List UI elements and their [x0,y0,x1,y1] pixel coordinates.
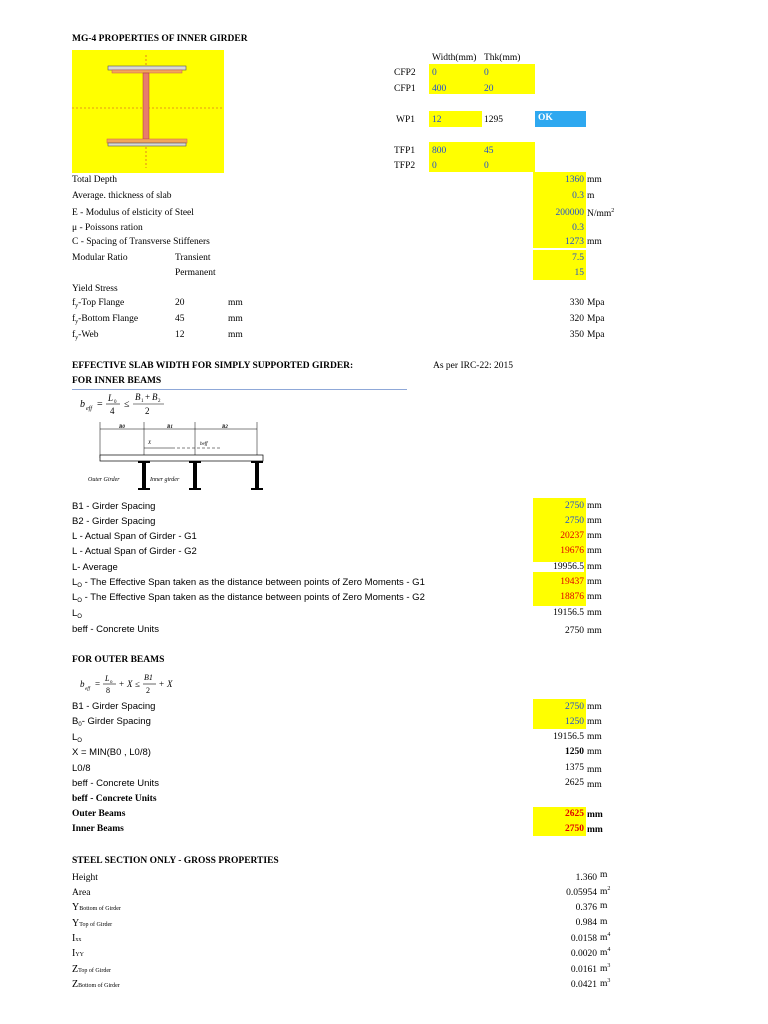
gross-heading: STEEL SECTION ONLY - GROSS PROPERTIES [72,856,279,866]
yield-label: $f_y$-Web [72,330,99,341]
svg-text:+: + [159,679,165,689]
prop-unit: $N/mm^2$ [587,208,615,219]
svg-text:B0: B0 [119,425,125,430]
gross-label: IYY [72,948,85,959]
yield-heading: Yield Stress [72,284,118,294]
code-reference: As per IRC-22: 2015 [433,361,513,371]
yield-thk-unit: mm [228,298,243,308]
inner-row-value[interactable]: 2750 [565,516,584,526]
inner-row-unit: mm [587,516,602,526]
plate-width-value[interactable]: 400 [432,84,447,94]
plate-thk-value[interactable]: 45 [484,146,494,156]
outer-row-label: L0/8 [72,763,91,774]
plate-label: CFP1 [394,84,416,94]
inner-girder-label: Inner girder [150,477,180,483]
outer-beams-value: 2625 [565,809,584,819]
outer-beams-label: Outer Beams [72,809,126,819]
plate-width-value[interactable]: 0 [432,68,437,78]
outer-row-label: $L_O$ [72,732,82,744]
outer-row-label: B1 - Girder Spacing [72,701,156,712]
prop-unit: mm [587,237,602,247]
gross-label: YBottom of Girder [72,902,121,913]
inner-beams-value: 2750 [565,824,584,834]
plate-width-header: Width(mm) [432,53,477,63]
yield-unit: Mpa [587,330,605,340]
outer-row-unit: mm [587,717,602,727]
svg-text:X: X [127,679,133,689]
yield-label: $f_y$-Bottom Flange [72,314,139,325]
plate-label: CFP2 [394,68,416,78]
inner-row-label: L- Average [72,562,118,573]
outer-row-label: beff - Concrete Units [72,778,159,789]
inner-beams-unit: mm [587,825,603,835]
outer-row-label: $B_0-$ Girder Spacing [72,716,151,728]
inner-beams-heading: FOR INNER BEAMS [72,376,162,386]
i-beam-icon [72,50,224,173]
inner-row-unit: mm [587,626,602,636]
plate-thk-value[interactable]: 20 [484,84,494,94]
inner-row-value[interactable]: 20237 [560,531,584,541]
svg-text:1: 1 [141,399,144,404]
inner-row-label: L - Actual Span of Girder - G1 [72,531,197,542]
inner-row-value[interactable]: 18876 [560,592,584,602]
outer-row-unit: mm [587,702,602,712]
prop-value[interactable]: 1360 [565,175,584,185]
gross-value: 0.0020 [570,949,597,959]
svg-text:2: 2 [146,686,150,695]
inner-row-label: L - Actual Span of Girder - G2 [72,546,197,557]
gross-value: 0.0161 [570,965,597,975]
section-heading: EFFECTIVE SLAB WIDTH FOR SIMPLY SUPPORTED GIRDER: [72,361,354,371]
gross-label: YTop of Girder [72,918,113,929]
svg-text:beff: beff [200,442,208,447]
plate-label: WP1 [396,115,415,125]
svg-text:2: 2 [145,406,150,416]
yield-label: $f_y$-Top Flange [72,298,125,309]
svg-text:b: b [80,399,85,410]
yield-value: 330 [569,298,584,308]
svg-text:eff: eff [85,687,90,692]
plate-width-value[interactable]: 0 [432,161,437,171]
svg-text:o: o [110,680,113,685]
yield-value: 350 [569,330,584,340]
gross-label: ZTop of Girder [72,964,112,975]
outer-row-label: X = MIN(B0 , L0/8) [72,747,151,758]
outer-row-unit: mm [587,765,602,775]
gross-unit: $m^4$ [600,947,611,958]
prop-value[interactable]: 200000 [555,208,584,218]
svg-text:X: X [148,441,152,446]
gross-value: 0.0158 [570,934,597,944]
inner-row-unit: mm [587,577,602,587]
outer-beams-unit: mm [587,810,603,820]
inner-row-unit: mm [587,608,602,618]
inner-row-unit: mm [587,531,602,541]
plate-thk-value[interactable]: 0 [484,68,489,78]
prop-label: μ - Poissons ration [72,223,143,233]
svg-text:B: B [152,392,158,402]
outer-row-value: 1250 [565,747,584,757]
outer-row-value[interactable]: 1250 [565,717,584,727]
gross-unit: m [600,870,608,880]
gross-unit: $m^3$ [600,978,611,989]
outer-row-unit: mm [587,780,602,790]
modular-ratio-label: Modular Ratio [72,253,128,263]
plate-thk-value: 1295 [484,115,503,125]
gross-label: ZBottom of Girder [72,979,120,990]
svg-text:B1: B1 [144,673,153,682]
prop-label: E - Modulus of elsticity of Steel [72,208,194,218]
gross-unit: $m^3$ [600,963,611,974]
inner-row-value: 19156.5 [553,608,584,618]
plate-label: TFP1 [394,146,416,156]
outer-row-unit: mm [587,732,602,742]
outer-beff-formula [80,670,190,696]
gross-value: 0.376 [575,903,597,913]
prop-label: C - Spacing of Transverse Stiffeners [72,237,210,247]
svg-text:≤: ≤ [135,679,140,689]
inner-row-label: beff - Concrete Units [72,624,159,635]
gross-label: Ixx [72,933,82,944]
gross-unit: m [600,901,608,911]
outer-row-unit: mm [587,747,602,757]
inner-row-label: B1 - Girder Spacing [72,501,156,512]
girder-section-figure [72,50,224,173]
svg-text:=: = [97,399,103,410]
inner-row-label: $L_O$ - The Effective Span taken as the distance between points of Zero Moments - G1 [72,577,425,589]
svg-text:8: 8 [106,686,110,695]
transient-value[interactable]: 7.5 [572,253,584,263]
outer-row-value[interactable]: 2750 [565,702,584,712]
beff-summary-heading: beff - Concrete Units [72,794,157,804]
yield-thk-unit: mm [228,314,243,324]
yield-thk-unit: mm [228,330,243,340]
svg-text:B: B [135,392,141,402]
inner-row-value[interactable]: 19437 [560,577,584,587]
plate-width-value[interactable]: 12 [432,115,442,125]
inner-row-value: 19956.5 [531,562,584,572]
inner-row-label: $L_O$ - The Effective Span taken as the distance between points of Zero Moments - G2 [72,592,425,604]
svg-text:2: 2 [158,399,161,404]
gross-unit: $m^2$ [600,886,611,897]
prop-label: Total Depth [72,175,117,185]
inner-row-label: $L_O$ [72,608,82,620]
gross-label: Area [72,888,91,898]
prop-label: Average. thickness of slab [72,191,172,201]
transient-label: Transient [175,253,211,263]
svg-text:L: L [108,393,114,403]
gross-label: Height [72,873,98,883]
svg-text:=: = [95,679,101,689]
svg-text:L: L [105,674,110,683]
yield-unit: Mpa [587,298,605,308]
inner-beff-formula [80,390,180,416]
gross-unit: $m^4$ [600,932,611,943]
inner-row-unit: mm [587,592,602,602]
plate-thk-header: Thk(mm) [484,53,521,63]
svg-text:0: 0 [114,400,117,405]
gross-value: 1.360 [575,873,597,883]
prop-value[interactable]: 0.3 [572,223,584,233]
inner-beams-label: Inner Beams [72,824,124,834]
web-check-status-badge: OK [535,111,586,127]
outer-row-value: 2625 [565,778,584,788]
gross-unit: m [600,917,608,927]
prop-unit: mm [587,175,602,185]
outer-beams-heading: FOR OUTER BEAMS [72,655,165,665]
inner-row-value: 2750 [565,626,584,636]
inner-row-unit: mm [587,546,602,556]
permanent-label: Permanent [175,268,216,278]
svg-text:≤: ≤ [124,399,130,410]
inner-row-label: B2 - Girder Spacing [72,516,156,527]
outer-girder-label: Outer Girder [88,477,120,483]
svg-text:b: b [80,679,85,689]
svg-text:B2: B2 [222,425,228,430]
prop-value[interactable]: 0.3 [572,191,584,201]
page-title: MG-4 PROPERTIES OF INNER GIRDER [72,34,248,44]
yield-unit: Mpa [587,314,605,324]
gross-value: 0.05954 [566,888,597,898]
gross-value: 0.984 [575,918,597,928]
permanent-value[interactable]: 15 [574,268,584,278]
outer-row-value: 19156.5 [553,732,584,742]
gross-value: 0.0421 [570,980,597,990]
svg-text:+: + [119,679,125,689]
svg-text:+: + [145,392,151,402]
plate-width-value[interactable]: 800 [432,146,447,156]
inner-row-value[interactable]: 2750 [565,501,584,511]
yield-value: 320 [569,314,584,324]
inner-row-value[interactable]: 19676 [560,546,584,556]
yield-thk: 12 [175,330,185,340]
svg-text:B1: B1 [167,425,173,430]
prop-value[interactable]: 1273 [565,237,584,247]
yield-thk: 45 [175,314,185,324]
inner-row-unit: mm [587,562,602,572]
plate-thk-value[interactable]: 0 [484,161,489,171]
outer-row-value: 1375 [565,763,584,773]
inner-row-unit: mm [587,501,602,511]
svg-text:4: 4 [110,406,115,416]
plate-label: TFP2 [394,161,416,171]
prop-unit: m [587,191,595,201]
svg-text:eff: eff [86,406,92,412]
yield-thk: 20 [175,298,185,308]
svg-text:X: X [167,679,173,689]
